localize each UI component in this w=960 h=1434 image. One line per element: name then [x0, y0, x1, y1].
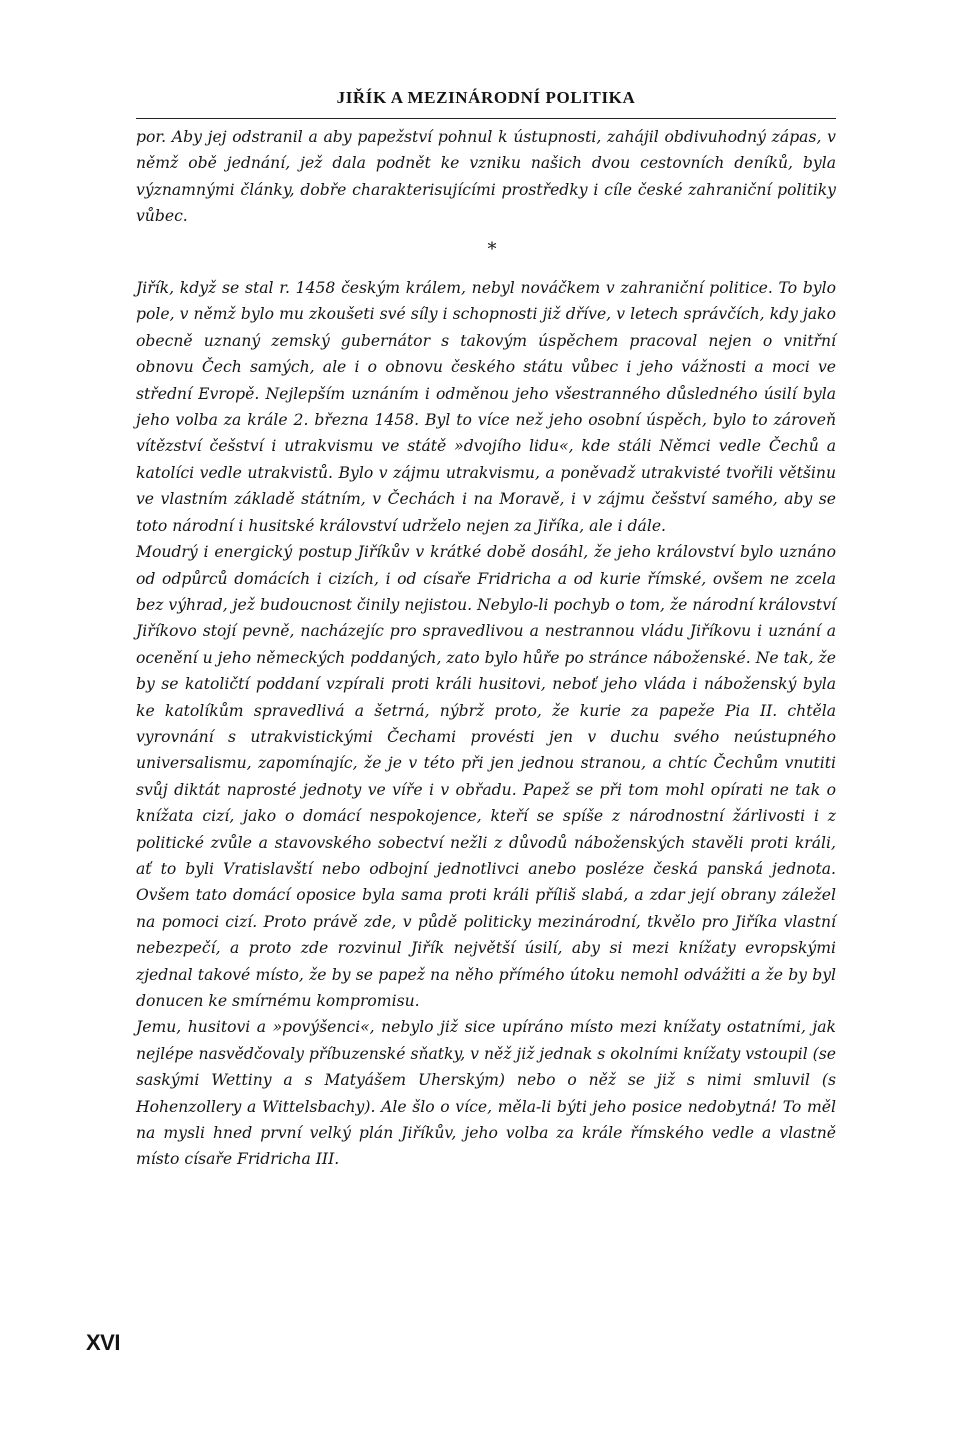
paragraph-2: Jiřík, když se stal r. 1458 českým králem, nebyl nováčkem v zahraniční politice. To bylo pole, v němž bylo mu zkoušeti své síly i schopnosti již dříve, v letech správčích, kdy jako obecně uznaný zemský gubernátor s takovým úspěchem pracoval nejen o vnitřní obnovu Čech samých, ale i o obnovu českého státu vůbec i jeho vážnosti a moci ve střední Evropě. Nejlepším uznáním i odměnou jeho všestranného důsledného úsilí byla jeho volba za krále 2. března 1458. Byl to více než jeho osobní úspěch, bylo to zároveň vítězství češství i utrakvismu ve státě »dvojího lidu«, kde stáli Němci vedle Čechů a katolíci vedle utrakvistů. Bylo v zájmu utrakvismu, a poněvadž utrakvisté tvořili většinu ve vlastním základě státním, v Čechách i na Moravě, i v zájmu češství samého, aby se toto národní i husitské království udrželo nejen za Jiříka, ale i dále.: [136, 279, 836, 535]
header-rule: [136, 118, 836, 119]
signature-mark: XVI: [86, 1330, 120, 1355]
paragraph-1: por. Aby jej odstranil a aby papežství pohnul k ústupnosti, zahájil obdivuhodný zápas, v němž obě jednání, jež dala podnět ke vzniku našich dvou cestovních deníků, byla významnými články, dobře charakterisujícími prostředky i cíle české zahraniční politiky vůbec.: [136, 128, 836, 226]
body-text: [136, 124, 836, 1173]
section-separator: *: [487, 238, 497, 260]
running-header: JIŘÍK A MEZINÁRODNÍ POLITIKA: [336, 88, 636, 107]
paragraph-4: Jemu, husitovi a »povýšenci«, nebylo již sice upíráno místo mezi knížaty ostatními, jak nejlépe nasvědčovaly příbuzenské sňatky, v něž již jednak s okolními knížaty vstoupil (se saskými Wettiny a s Matyášem Uherským) nebo o něž se již s nimi smluvil (s Hohenzollery a Wittelsbachy). Ale šlo o více, měla-li býti jeho posice nedobytná! To měl na mysli hned první velký plán Jiříkův, jeho volba za krále římského vedle a vlastně místo císaře Fridricha III.: [136, 1018, 836, 1169]
paragraph-3: Moudrý i energický postup Jiříkův v krátké době dosáhl, že jeho království bylo uznáno od odpůrců domácích i cizích, i od císaře Fridricha a od kurie římské, ovšem ne zcela bez výhrad, jež budoucnost činily nejistou. Nebylo-li pochyb o tom, že národní království Jiříkovo stojí pevně, nacházejíc pro spravedlivou a nestrannou vládu Jiříkovu i uznání a ocenění u jeho německých poddaných, zato bylo hůře po stránce náboženské. Ne tak, že by se katoličtí poddaní vzpírali proti králi husitovi, neboť jeho vláda i náboženský byla ke katolíkům spravedlivá a šetrná, nýbrž proto, že kurie za papeže Pia II. chtěla vyrovnání s utrakvistickými Čechami provésti jen v duchu svého neústupného universalismu, zapomínajíc, že je v této při jen jednou stranou, a chtíc Čechům vnutiti svůj diktát naprosté jednoty ve víře i v obřadu. Papež se při tom mohl opírati ne tak o knížata cizí, jako o domácí nespokojence, kteří se spíše z národnostní žárlivosti i z politické zvůle a stavovského sobectví nežli z důvodů náboženských stavěli proti králi, ať to byli Vratislavští nebo odbojní jednotlivci anebo posléze česká panská jednota. Ovšem tato domácí oposice byla sama proti králi příliš slabá, a zdar její obrany záležel na pomoci cizí. Proto právě zde, v půdě politicky mezinárodní, tkvělo pro Jiříka vlastní nebezpečí, a proto zde rozvinul Jiřík největší úsilí, aby si mezi knížaty evropskými zjednal takové místo, že by se papež na něho přímého útoku nemohl odvážiti a že by byl donucen ke smírnému kompromisu.: [136, 543, 836, 1010]
